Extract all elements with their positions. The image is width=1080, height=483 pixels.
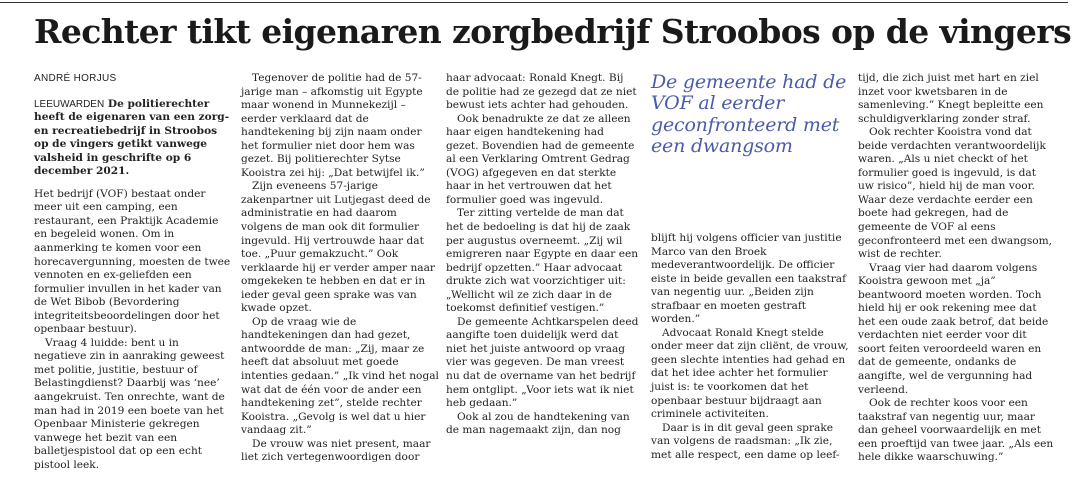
- paragraph: Het bedrijf (VOF) bestaat onder meer uit een camping, een restaurant, een Praktijk Academie en begeleid wonen. Om in aanmerking te komen voor een horecavergunning, moesten de twee vennoten en ex-geliefden een formulier invullen in het kader van de Wet Bibob (Bevordering integriteitsbeoordelingen door het openbaar bestuur).: [34, 187, 231, 336]
- paragraph: Zijn eveneens 57-jarige zakenpartner uit Lutjegast deed de administratie en had daarom volgens de man ook dit formulier ingevuld. Hij vertrouwde haar dat toe. „Puur gemakzucht.” Ook verklaarde hij er verder amper naar omgekeken te hebben en dat er in ieder geval geen sprake was van kwade opzet.: [241, 180, 435, 315]
- article-column-4: [651, 232, 851, 462]
- paragraph: De vrouw was niet present, maar liet zich vertegenwoordigen door: [241, 437, 431, 464]
- lead-text: De politierechter heeft de eigenaren van een zorg- en recreatiebedrijf in Stroobos op de vingers getikt vanwege valsheid in geschrifte op 6 december 2021.: [34, 97, 230, 178]
- lead-paragraph: [34, 98, 233, 179]
- paragraph: Ook rechter Kooistra vond dat beide verdachten verantwoordelijk waren. „Als u niet checkt of het formulier goed is ingevuld, is dat uw risico”, hield hij de man voor. Waar deze verdachte eerder een boete had gekregen, had de gemeente de VOF al eens geconfronteerd met een dwangsom, wist de rechter.: [858, 126, 1053, 261]
- paragraph: De gemeente Achtkarspelen deed aangifte toen duidelijk werd dat niet het juiste antwoord op vraag vier was gegeven. De man vreest nu dat de overname van het bedrijf hem ontglipt. „Voor iets wat ik niet heb gedaan.”: [446, 315, 639, 410]
- paragraph: Daar is in dit geval geen sprake van volgens de raadsman: „Ik zie, met alle respect, een dame op leef-: [651, 421, 840, 461]
- top-rule: [0, 2, 1068, 3]
- paragraph: Vraag 4 luidde: bent u in negatieve zin in aanraking geweest met politie, justitie, bestuur of Belastingdienst? Daarbij was ‘nee’ aangekruist. Ten onrechte, want de man had in 2019 een boete van het Openbaar Ministerie gekregen vanwege het bezit van een balletjespistool dat op een echt pistool leek.: [34, 336, 225, 471]
- paragraph: Tegenover de politie had de 57-jarige man – afkomstig uit Egypte maar wonend in Munnekezijl – eerder verklaard dat de handtekening bij zijn naam onder het formulier niet door hem was gezet. Bij politierechter Sytse Kooistra zei hij: „Dat betwijfel ik.”: [241, 72, 425, 179]
- article-column-1: [34, 72, 233, 472]
- paragraph: Vraag vier had daarom volgens Kooistra gewoon met „ja” beantwoord moeten worden. Toch hield hij er ook rekening mee dat het een oude zaak betrof, dat beide verdachten niet eerder voor dit soort feiten veroordeeld waren en dat de gemeente, ondanks de aangifte, wel de vergunning had verleend.: [858, 261, 1049, 396]
- paragraph: tijd, die zich juist met hart en ziel inzet voor kwetsbaren in de samenleving.” Knegt bepleitte een schuldigverklaring zonder straf.: [858, 72, 1044, 125]
- byline: ANDRÉ HORJUS: [34, 73, 117, 84]
- pull-quote: De gemeente had de VOF al eerder geconfronteerd met een dwangsom: [651, 71, 847, 157]
- article-column-5: [858, 72, 1054, 465]
- paragraph: Ook benadrukte ze dat ze alleen haar eigen handtekening had gezet. Bovendien had de gemeente al een Verklaring Omtrent Gedrag (VOG) afgegeven en dat sterkte haar in het vertrouwen dat het formulier goed was ingevuld.: [446, 112, 635, 206]
- paragraph: Op de vraag wie de handtekeningen dan had gezet, antwoordde de man: „Zij, maar ze heeft dat absoluut met goede intenties gedaan.” „Ik vind het nogal wat dat de één voor de ander een handtekening zet”, stelde rechter Kooistra. „Gevolg is wel dat u hier vandaag zit.”: [241, 315, 439, 437]
- paragraph: Advocaat Ronald Knegt stelde onder meer dat zijn cliënt, de vrouw, geen slechte intenties had gehad en dat het idee achter het formulier juist is: te voorkomen dat het openbaar bestuur bijdraagt aan criminele activiteiten.: [651, 326, 849, 421]
- paragraph: haar advocaat: Ronald Knegt. Bij de politie had ze gezegd dat ze niet bewust iets achter had gehouden.: [446, 72, 637, 112]
- paragraph: Ook de rechter koos voor een taakstraf van negentig uur, maar dan geheel voorwaardelijk en met een proeftijd van twee jaar. „Als een hele dikke waarschuwing.”: [858, 397, 1054, 464]
- paragraph: Ter zitting vertelde de man dat het de bedoeling is dat hij de zaak per augustus overneemt. „Zij wil emigreren naar Egypte en daar een bedrijf opzetten.” Haar advocaat drukte zich wat voorzichtiger uit: „Wellicht wil ze zich daar in de toekomst definitief vestigen.”: [446, 207, 639, 315]
- dateline: LEEUWARDEN: [34, 98, 105, 110]
- paragraph: Ook al zou de handtekening van de man nagemaakt zijn, dan nog: [446, 410, 630, 437]
- headline: Rechter tikt eigenaren zorgbedrijf Stroobos op de vingers: [34, 12, 1072, 51]
- paragraph: blijft hij volgens officier van justitie Marco van den Broek medeverantwoordelijk. De officier eiste in beide gevallen een taakstraf van negentig uur. „Beiden zijn strafbaar en moeten gestraft worden.”: [651, 232, 847, 326]
- article-column-2: [241, 72, 440, 465]
- article-column-3: [446, 72, 639, 438]
